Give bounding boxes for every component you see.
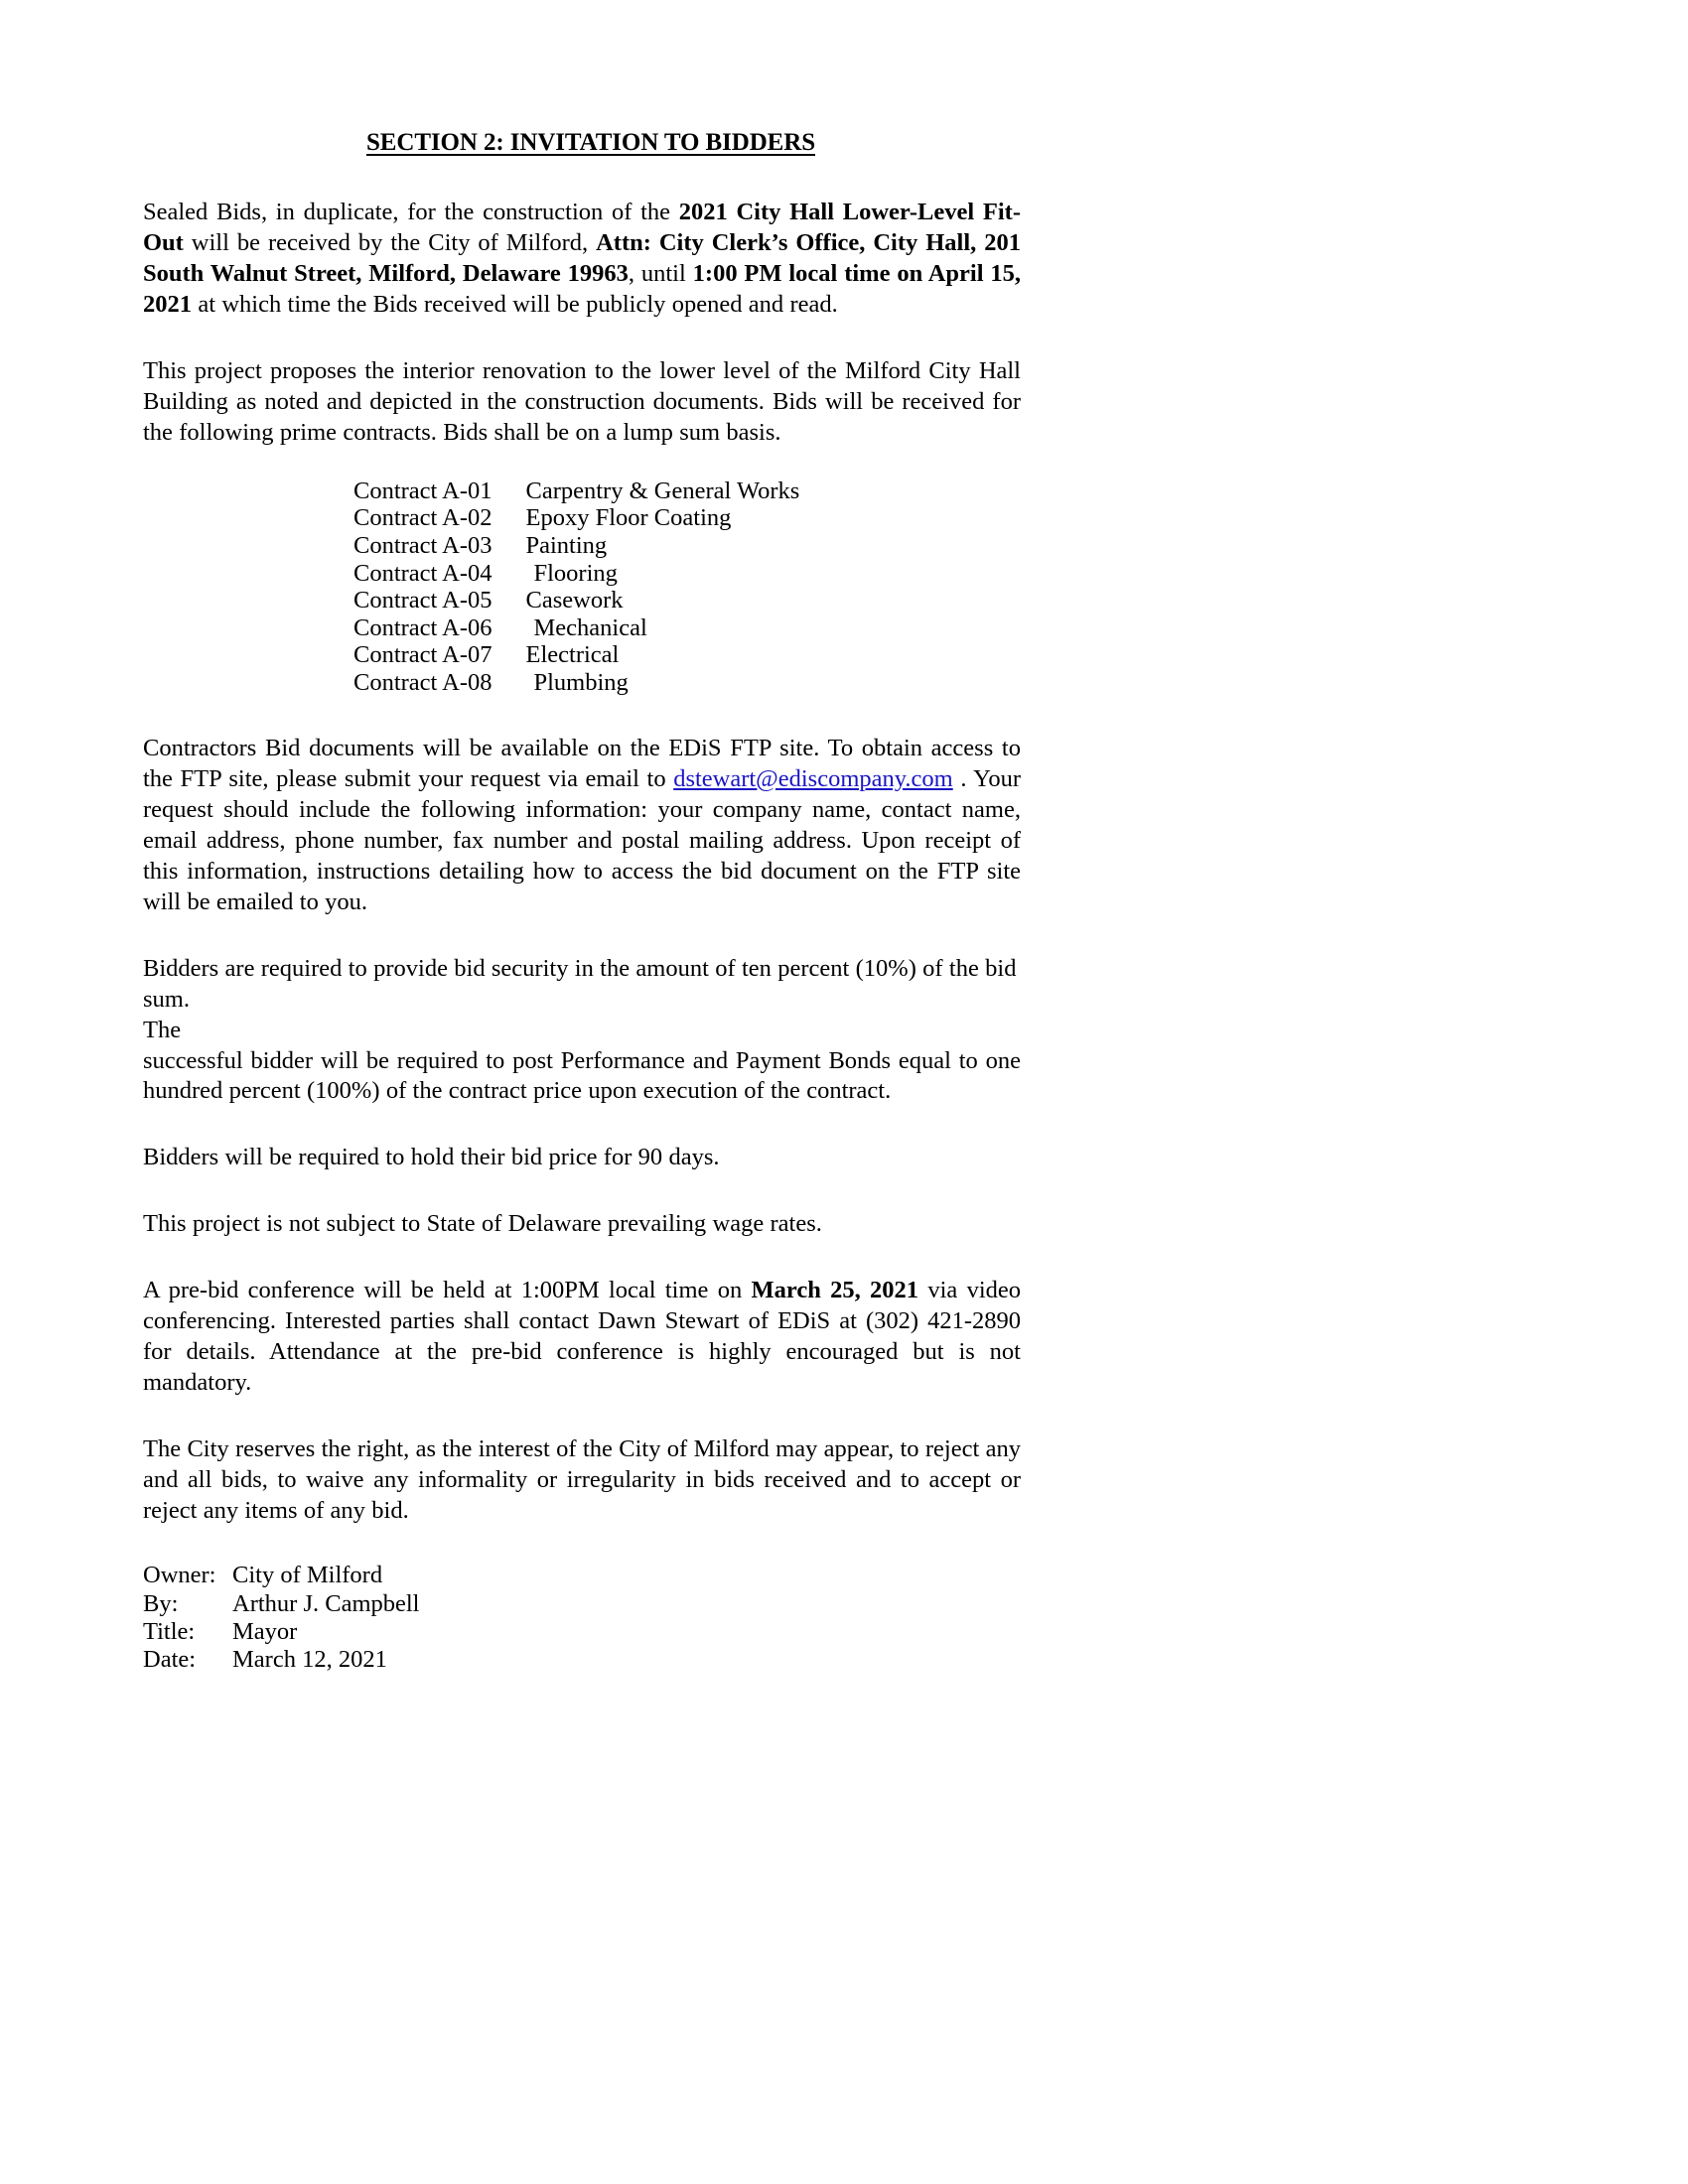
table-row (143, 1563, 420, 1590)
table-row (353, 670, 799, 698)
paragraph-bid-security-line3: successful bidder will be required to post Performance and Payment Bonds equal to one hundred percent (100%) of the contract price upon execution of the contract. (143, 1046, 1021, 1105)
spacer (143, 1107, 1021, 1143)
contract-number: Contract A-06 (353, 614, 492, 641)
table-row (353, 615, 799, 643)
table-row (143, 1591, 420, 1619)
signoff-label-date: Date: (143, 1645, 197, 1673)
paragraph-bid-security-line2: The (143, 1016, 182, 1043)
spacer (143, 1399, 1021, 1434)
contract-number: Contract A-03 (353, 532, 492, 560)
contract-number: Contract A-08 (353, 669, 492, 697)
table-row (353, 588, 799, 615)
signoff-label-title: Title: (143, 1617, 196, 1645)
signature-block-body (143, 1563, 420, 1675)
contract-number: Contract A-05 (353, 587, 492, 614)
sealed-bids-project-name: 2021 City Hall Lower-Level Fit-Out (143, 199, 1021, 256)
contracts-list (353, 478, 799, 698)
paragraph-prevailing-wage: This project is not subject to State of Delaware prevailing wage rates. (143, 1210, 822, 1238)
contract-description: Carpentry & General Works (525, 477, 800, 504)
ftp-text-2: . Your request should include the following information: your company name, contact name, email address, phone number, fax number and postal mailing address. Upon receipt of this information, instructions detailing how to access the bid document on the FTP site will be emailed to you. (143, 764, 1022, 915)
prebid-date: March 25, 2021 (751, 1277, 919, 1304)
page-title: SECTION 2: INVITATION TO BIDDERS (365, 129, 815, 156)
contract-description: Plumbing (533, 669, 629, 697)
sealed-bids-text-3: , until (628, 259, 693, 287)
table-row (353, 478, 799, 506)
table-row (143, 1647, 420, 1675)
contract-number: Contract A-07 (353, 641, 492, 669)
contract-description: Flooring (533, 559, 618, 587)
spacer (143, 449, 1021, 477)
prebid-text-2: via video conferencing. Interested parties shall contact Dawn Stewart of EDiS at (302) 421-2890 for details. Attendance at the pre-bid conference is highly encouraged but is not mandatory. (143, 1277, 1022, 1397)
signoff-label-by: By: (143, 1589, 179, 1617)
spacer (143, 157, 1021, 198)
paragraph-sealed-bids (143, 198, 1021, 321)
contract-description: Electrical (525, 641, 620, 669)
sealed-bids-address: Attn: City Clerk’s Office, City Hall, 201 South Walnut Street, Milford, Delaware 19963 (143, 228, 1021, 287)
contract-number: Contract A-01 (353, 477, 492, 504)
signoff-label-owner: Owner: (143, 1562, 216, 1589)
sealed-bids-text-4: at which time the Bids received will be publicly opened and read. (192, 290, 838, 318)
table-row (353, 642, 799, 670)
spacer (143, 321, 1021, 356)
paragraph-prebid-conference (143, 1276, 1021, 1399)
paragraph-project-scope: This project proposes the interior renovation to the lower level of the Milford City Hall Building as noted and depicted in the construction documents. Bids will be received for the following prime contracts. Bids shall be on a lump sum basis. (143, 356, 1021, 446)
contracts-list-body (353, 478, 799, 698)
sealed-bids-text-1: Sealed Bids, in duplicate, for the construction of the (143, 199, 679, 225)
table-row (143, 1619, 420, 1647)
paragraph-ftp-access (143, 734, 1021, 918)
spacer (143, 1527, 1021, 1563)
spacer (143, 918, 1021, 954)
signoff-value-owner: City of Milford (232, 1562, 383, 1589)
document-body (143, 129, 1021, 1675)
table-row (353, 561, 799, 589)
signoff-value-by: Arthur J. Campbell (232, 1589, 420, 1617)
table-row (353, 505, 799, 533)
ftp-text-1: Contractors Bid documents will be available on the EDiS FTP site. To obtain access to the FTP site, please submit your request via email to (143, 734, 1021, 792)
contract-number: Contract A-02 (353, 504, 492, 532)
signoff-value-title: Mayor (232, 1617, 298, 1645)
contract-number: Contract A-04 (353, 559, 492, 587)
spacer (143, 1240, 1021, 1276)
contact-email-link[interactable]: dstewart@ediscompany.com (673, 764, 953, 792)
paragraph-city-reservation: The City reserves the right, as the interest of the City of Milford may appear, to reject any and all bids, to waive any informality or irregularity in bids received and to accept or reject any items of any bid. (143, 1435, 1021, 1525)
spacer (143, 698, 1021, 734)
paragraph-hold-bid-price: Bidders will be required to hold their bid price for 90 days. (143, 1144, 720, 1171)
prebid-text-1: A pre-bid conference will be held at 1:00PM local time on (143, 1277, 752, 1304)
table-row (353, 533, 799, 561)
signature-block (143, 1563, 420, 1675)
contract-description: Casework (525, 587, 624, 614)
contract-description: Painting (525, 532, 608, 560)
spacer (143, 1173, 1021, 1209)
sealed-bids-deadline: 1:00 PM local time on April 15, 2021 (143, 259, 1021, 318)
signoff-value-date: March 12, 2021 (232, 1645, 387, 1673)
contract-description: Epoxy Floor Coating (525, 504, 732, 532)
contract-description: Mechanical (533, 614, 647, 641)
paragraph-bid-security-line1: Bidders are required to provide bid security in the amount of ten percent (10%) of the bid sum. (143, 954, 1017, 1013)
sealed-bids-text-2: will be received by the City of Milford, (183, 228, 597, 256)
